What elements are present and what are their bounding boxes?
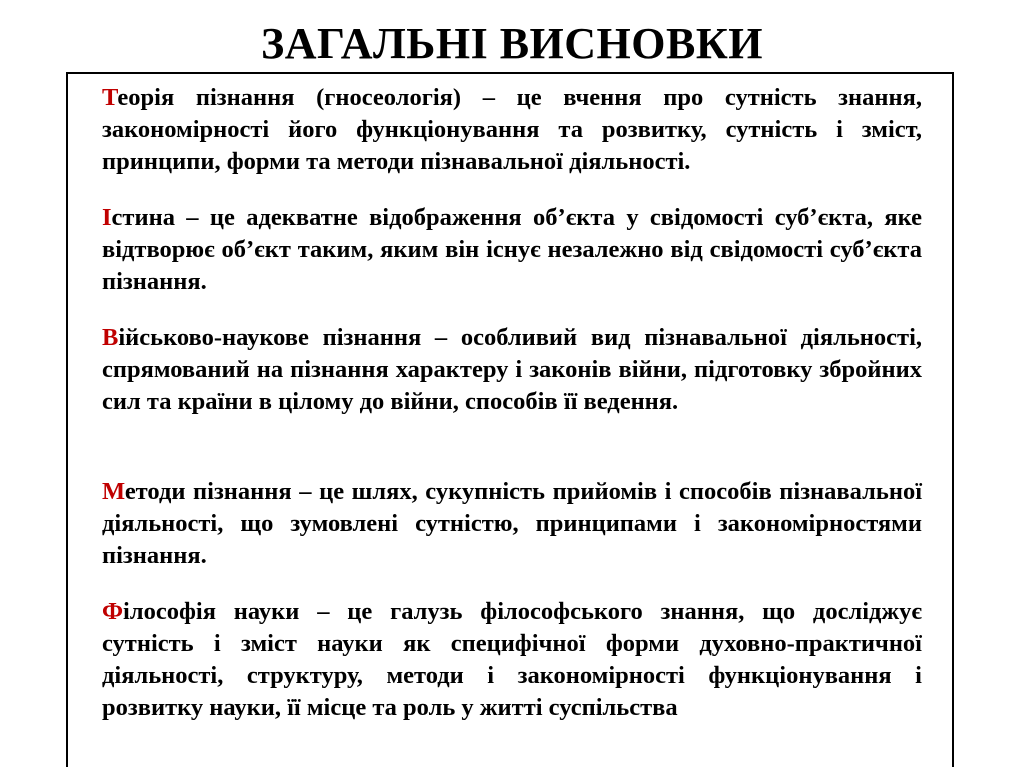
definition-text: стина – це адекватне відображення об’єкта у свідомості суб’єкта, яке відтворює об’єкт таким, яким він існує незалежно від свідомості суб’єкта пізнання.	[102, 204, 922, 295]
definition-text: етоди пізнання – це шлях, сукупність прийомів і способів пізнавальної діяльності, що зумовлені сутністю, принципами і закономірностями пізнання.	[102, 478, 922, 569]
definition-text: ійськово-наукове пізнання – особливий вид пізнавальної діяльності, спрямований на пізнання характеру і законів війни, підготовку збройних сил та країни в цілому до війни, способів її ведення.	[102, 324, 922, 415]
definition-initial: Ф	[102, 598, 124, 625]
definition-theory-of-knowledge	[102, 82, 922, 178]
definition-truth	[102, 202, 922, 298]
definition-text: еорія пізнання (гносеологія) – це вчення про сутність знання, закономірності його функціонування та розвитку, сутність і зміст, принципи, форми та методи пізнавальної діяльності.	[102, 84, 922, 175]
definition-philosophy-of-science	[102, 596, 922, 724]
definition-text: ілософія науки – це галузь філософського знання, що досліджує сутність і зміст науки як специфічної форми духовно-практичної діяльності, структуру, методи і закономірності функціонування і розвитку науки, її місце та роль у житті суспільства	[102, 598, 922, 721]
definition-initial: В	[102, 324, 119, 351]
definition-military-scientific-knowledge	[102, 322, 922, 418]
definition-initial: М	[102, 478, 125, 505]
definition-methods-of-knowledge	[102, 476, 922, 572]
definition-initial: Т	[102, 84, 118, 111]
slide-title: ЗАГАЛЬНІ ВИСНОВКИ	[261, 19, 763, 68]
definition-initial: І	[102, 204, 112, 231]
